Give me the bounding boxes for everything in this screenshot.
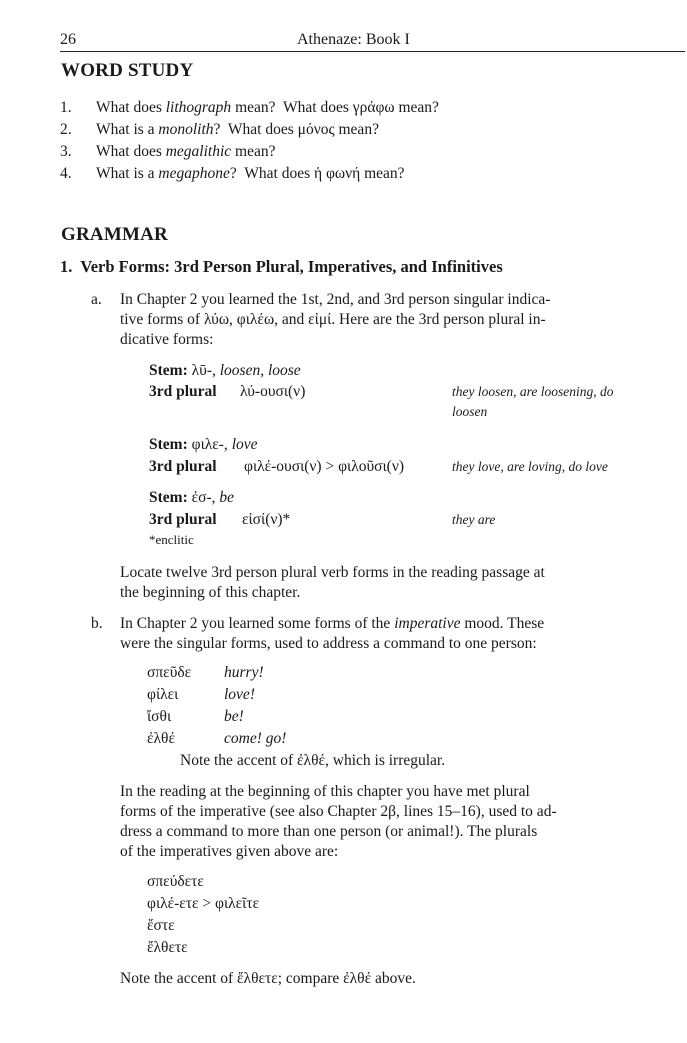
part-a-outro-line-2: the beginning of this chapter. [120, 584, 301, 601]
word-study-heading: WORD STUDY [61, 60, 194, 81]
item-question: What does megalithic mean? [96, 143, 276, 160]
part-a-intro-line-1: In Chapter 2 you learned the 1st, 2nd, and 3rd person singular indica- [120, 291, 551, 308]
form-love: φιλέ-ουσι(ν) > φιλοῦσι(ν) [244, 458, 404, 475]
item-number: 1. [60, 99, 72, 116]
imperative-greek-1: σπεῦδε [147, 664, 192, 681]
form-label-loosen: 3rd plural [149, 383, 217, 400]
item-number: 4. [60, 165, 72, 182]
header-rule [60, 51, 685, 52]
part-a-outro-line-1: Locate twelve 3rd person plural verb forms in the reading passage at [120, 564, 545, 581]
form-label-love: 3rd plural [149, 458, 217, 475]
plural-paragraph-line-2: forms of the imperative (see also Chapter 2β, lines 15–16), used to ad- [120, 803, 557, 820]
item-number: 3. [60, 143, 72, 160]
plural-imperative-4: ἔλθετε [147, 939, 188, 956]
part-a-intro-line-3: dicative forms: [120, 331, 214, 348]
translation-loosen-1: they loosen, are loosening, do [452, 384, 614, 399]
item-number: 2. [60, 121, 72, 138]
plural-paragraph-line-3: dress a command to more than one person (or animal!). The plurals [120, 823, 538, 840]
imperative-greek-2: φίλει [147, 686, 179, 703]
form-loosen: λύ-ουσι(ν) [240, 383, 306, 400]
item-question: What does lithograph mean? What does γράφω mean? [96, 99, 439, 116]
stem-be: Stem: ἐσ-, be [149, 489, 235, 506]
imperative-gloss-2: love! [224, 686, 255, 703]
translation-love: they love, are loving, do love [452, 459, 608, 474]
plural-paragraph-line-1: In the reading at the beginning of this chapter you have met plural [120, 783, 530, 800]
grammar-section-1-title: 1. Verb Forms: 3rd Person Plural, Imperatives, and Infinitives [60, 257, 503, 276]
part-a-label: a. [91, 291, 102, 308]
final-note: Note the accent of ἔλθετε; compare ἐλθέ above. [120, 970, 416, 987]
part-a-intro-line-2: tive forms of λύω, φιλέω, and εἰμί. Here are the 3rd person plural in- [120, 311, 546, 328]
item-question: What is a monolith? What does μόνος mean? [96, 121, 379, 138]
plural-imperative-2: φιλέ-ετε > φιλεῖτε [147, 895, 260, 912]
stem-loosen: Stem: λῡ-, loosen, loose [149, 362, 301, 379]
form-be: εἰσί(ν)* [242, 511, 291, 528]
item-question: What is a megaphone? What does ἡ φωνή mean? [96, 165, 405, 182]
translation-loosen-2: loosen [452, 404, 488, 419]
plural-imperative-3: ἔστε [147, 917, 175, 934]
plural-paragraph-line-4: of the imperatives given above are: [120, 843, 339, 860]
imperative-gloss-4: come! go! [224, 730, 287, 747]
running-title: Athenaze: Book I [297, 31, 410, 48]
footnote-enclitic: *enclitic [149, 532, 194, 547]
grammar-heading: GRAMMAR [61, 224, 168, 245]
form-label-be: 3rd plural [149, 511, 217, 528]
stem-love: Stem: φιλε-, love [149, 436, 258, 453]
translation-be: they are [452, 512, 496, 527]
accent-note: Note the accent of ἐλθέ, which is irregular. [180, 752, 446, 769]
page-number: 26 [60, 31, 76, 48]
imperative-gloss-3: be! [224, 708, 244, 725]
part-b-intro-line-2: were the singular forms, used to address a command to one person: [120, 635, 537, 652]
part-b-label: b. [91, 615, 103, 632]
part-b-intro-line-1: In Chapter 2 you learned some forms of the imperative mood. These [120, 615, 545, 632]
imperative-greek-4: ἐλθέ [147, 730, 175, 747]
imperative-gloss-1: hurry! [224, 664, 264, 681]
plural-imperative-1: σπεύδετε [147, 873, 204, 890]
imperative-greek-3: ἴσθι [147, 708, 172, 725]
